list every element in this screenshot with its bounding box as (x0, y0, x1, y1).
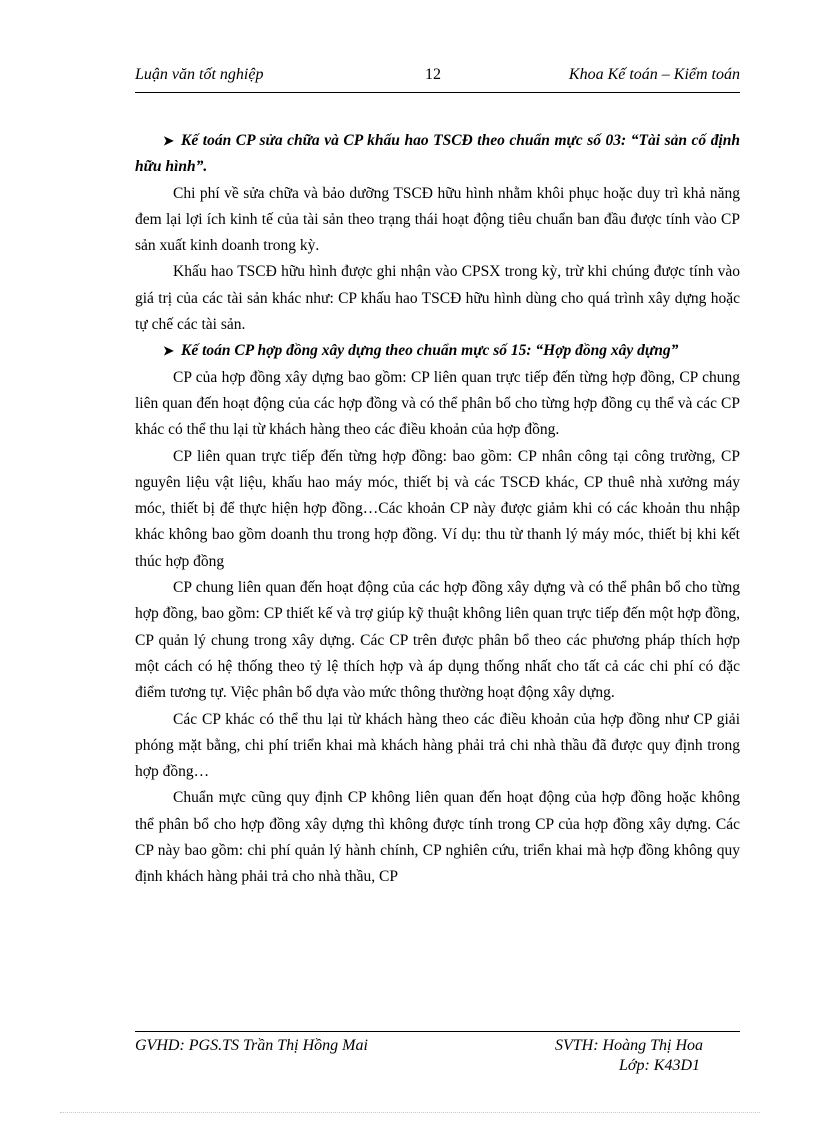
page-number: 12 (425, 66, 441, 83)
paragraph: Các CP khác có thể thu lại từ khách hàng theo các điều khoản của hợp đồng như CP giải phóng mặt bằng, chi phí triển khai mà khách hàng phải trả chi nhà thầu đã được quy định trong hợp đồng… (135, 710, 740, 781)
header-faculty-label: Khoa Kế toán – Kiểm toán (568, 66, 740, 83)
section-heading (135, 128, 740, 181)
paragraph: CP liên quan trực tiếp đến từng hợp đồng: bao gồm: CP nhân công tại công trường, CP nguyên liệu vật liệu, khấu hao máy móc, thiết bị và các TSCĐ khác, CP thuê nhà xưởng máy móc, thiết bị để thực hiện hợp đồng…Các khoản CP này được giảm khi có các khoản thu nhập khác không bao gồm doanh thu trong hợp đồng. Ví dụ: thu từ thanh lý máy móc, thiết bị khi kết thúc hợp đồng (135, 447, 740, 570)
header-divider (135, 92, 740, 93)
section-heading-text: Kế toán CP hợp đồng xây dựng theo chuẩn mực số 15: “Hợp đồng xây dựng” (181, 342, 679, 360)
footer-class: Lớp: K43D1 (619, 1057, 700, 1074)
page-bottom-dotted-line (60, 1112, 760, 1113)
paragraph: CP chung liên quan đến hoạt động của các hợp đồng xây dựng và có thể phân bổ cho từng hợp đồng, bao gồm: CP thiết kế và trợ giúp kỹ thuật không liên quan trực tiếp đến một hợp đồng, CP quản lý chung trong xây dựng. Các CP trên được phân bổ theo các phương pháp thích hợp một cách có hệ thống theo tỷ lệ thích hợp và áp dụng thống nhất cho tất cả các chi phí có đặc điểm tương tự. Việc phân bổ dựa vào mức thông thường hoạt động xây dựng. (135, 579, 740, 702)
section-heading-text: Kế toán CP sửa chữa và CP khấu hao TSCĐ theo chuẩn mực số 03: “Tài sản cố định hữu hình”. (135, 132, 740, 176)
page-footer (135, 1037, 740, 1081)
page-header (135, 66, 740, 90)
paragraph: Chi phí về sửa chữa và bảo dưỡng TSCĐ hữu hình nhằm khôi phục hoặc duy trì khả năng đem lại lợi ích kinh tế của tài sản theo trạng thái hoạt động tiêu chuẩn ban đầu được tính vào CP sản xuất kinh doanh trong kỳ. (135, 184, 740, 255)
header-thesis-label: Luận văn tốt nghiệp (135, 66, 264, 83)
paragraph: Chuẩn mực cũng quy định CP không liên quan đến hoạt động của hợp đồng hoặc không thể phân bổ cho hợp đồng xây dựng thì không được tính trong CP của hợp đồng xây dựng. Các CP này bao gồm: chi phí quản lý hành chính, CP nghiên cứu, triển khai mà hợp đồng không quy định khách hàng phải trả cho nhà thầu, CP (135, 789, 740, 886)
arrow-bullet-icon: ➤ (163, 343, 174, 359)
footer-student: SVTH: Hoàng Thị Hoa (555, 1037, 704, 1054)
section-heading (135, 338, 740, 364)
arrow-bullet-icon: ➤ (163, 133, 174, 148)
paragraph: CP của hợp đồng xây dựng bao gồm: CP liên quan trực tiếp đến từng hợp đồng, CP chung liên quan đến hoạt động của các hợp đồng và có thể phân bổ cho từng hợp đồng cụ thể và các CP khác có thể thu lại từ khách hàng theo các điều khoản của hợp đồng. (135, 368, 740, 439)
document-body (135, 128, 740, 891)
footer-divider (135, 1031, 740, 1032)
paragraph: Khấu hao TSCĐ hữu hình được ghi nhận vào CPSX trong kỳ, trừ khi chúng được tính vào giá trị của các tài sản khác như: CP khấu hao TSCĐ hữu hình dùng cho quá trình xây dựng hoặc tự chế các tài sản. (135, 263, 740, 334)
footer-advisor: GVHD: PGS.TS Trần Thị Hồng Mai (135, 1037, 368, 1054)
